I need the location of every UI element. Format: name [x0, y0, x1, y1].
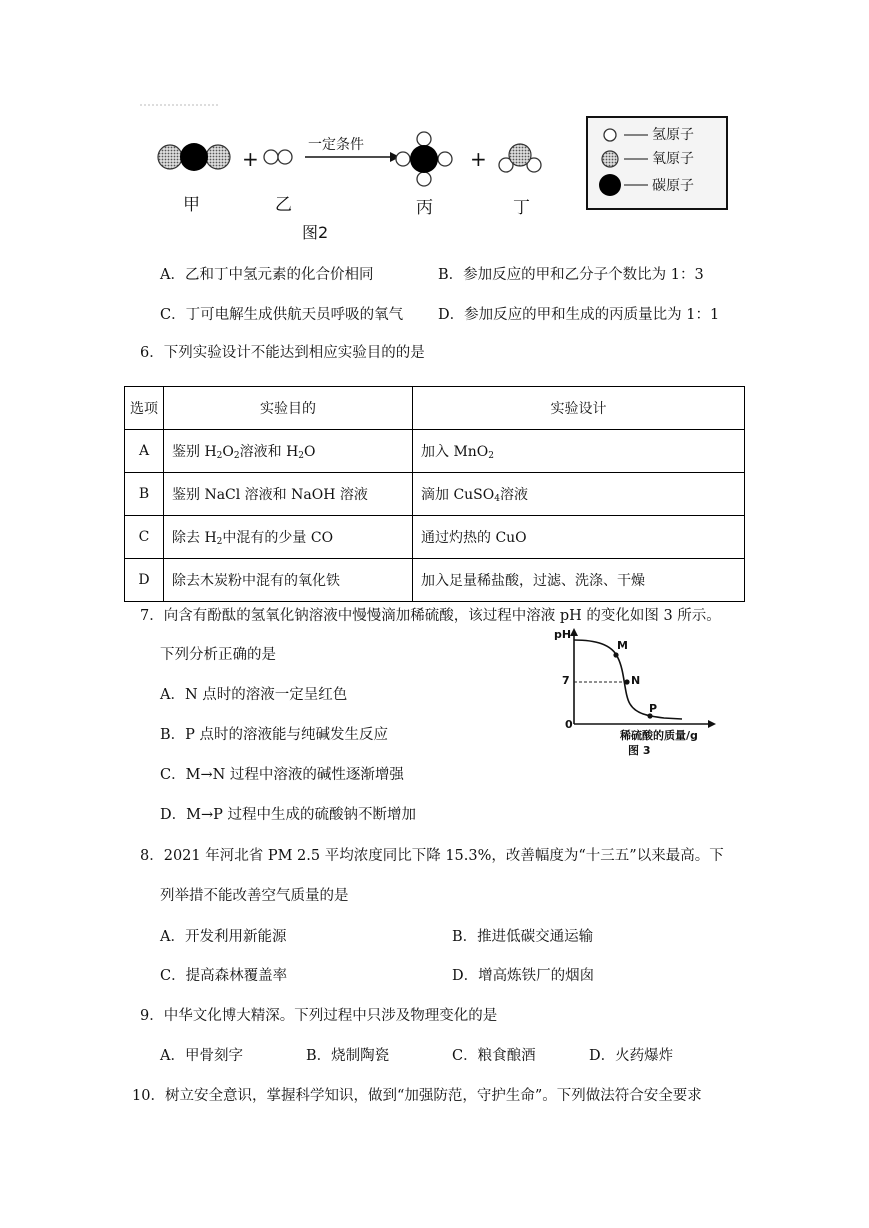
header-option: 选项 [125, 387, 164, 430]
molecule-ding-icon [499, 144, 541, 172]
row-c-option: C [125, 516, 164, 559]
table-row [125, 559, 745, 602]
point-m-mark [613, 652, 618, 657]
q7-option-c: C．M→N 过程中溶液的碱性逐渐增强 [160, 767, 404, 783]
q7-stem-2: 下列分析正确的是 [160, 647, 276, 663]
q10-stem: 10．树立安全意识，掌握科学知识，做到“加强防范，守护生命”。下列做法符合安全要求 [132, 1088, 702, 1104]
plus-sign-1: + [242, 147, 259, 171]
row-b-design: 滴加 CuSO$_4$溶液 [413, 473, 745, 516]
plus-sign-2: + [470, 147, 487, 171]
q5-option-b: B．参加反应的甲和乙分子个数比为 1：3 [438, 267, 704, 283]
label-bing: 丙 [416, 198, 433, 218]
row-b-goal: 鉴别 NaCl 溶液和 NaOH 溶液 [164, 473, 413, 516]
table-header-row [125, 387, 745, 430]
row-c-goal: 除去 $H_2$中混有的少量 CO [164, 516, 413, 559]
fig3-origin-label: 0 [565, 718, 573, 731]
fig3-y7-label: 7 [562, 674, 570, 687]
label-yi: 乙 [275, 195, 292, 215]
q9-stem: 9．中华文化博大精深。下列过程中只涉及物理变化的是 [140, 1008, 498, 1024]
fig3-caption: 图 3 [628, 744, 651, 757]
q8-option-b: B．推进低碳交通运输 [452, 929, 594, 945]
legend-oxygen-label: 氧原子 [652, 151, 694, 167]
q5-option-a: A．乙和丁中氢元素的化合价相同 [160, 267, 374, 283]
row-d-design: 加入足量稀盐酸，过滤、洗涤、干燥 [413, 559, 745, 602]
molecule-bing-icon [396, 132, 452, 186]
q9-option-c: C．粮食酿酒 [452, 1048, 536, 1064]
q8-option-a: A．开发利用新能源 [160, 929, 287, 945]
label-jia: 甲 [183, 195, 200, 215]
row-d-option: D [125, 559, 164, 602]
table-row [125, 430, 745, 473]
q8-option-d: D．增高炼铁厂的烟囱 [452, 968, 595, 984]
legend-oxygen-icon [602, 151, 618, 167]
q7-option-b: B．P 点时的溶液能与纯碱发生反应 [160, 727, 389, 743]
label-ding: 丁 [513, 198, 530, 218]
q7-option-d: D．M→P 过程中生成的硫酸钠不断增加 [160, 807, 416, 823]
fig3-ylabel: pH [554, 628, 572, 641]
q8-stem: 8．2021 年河北省 PM 2.5 平均浓度同比下降 15.3%，改善幅度为“十三五”以来最高。下 [140, 848, 724, 864]
molecule-yi-icon [264, 150, 292, 164]
table-row [125, 473, 745, 516]
row-b-option: B [125, 473, 164, 516]
fig3-point-p-label: P [649, 702, 658, 715]
legend-hydrogen-icon [604, 129, 616, 141]
figure-2-caption: 图2 [302, 223, 329, 242]
molecule-jia-icon [158, 143, 230, 171]
q9-option-a: A．甲骨刻字 [160, 1048, 243, 1064]
q6-stem: 6．下列实验设计不能达到相应实验目的的是 [140, 345, 425, 361]
legend-carbon-label: 碳原子 [652, 178, 694, 194]
row-a-option: A [125, 430, 164, 473]
point-n-mark [624, 679, 629, 684]
fig3-point-m-label: M [617, 639, 628, 652]
q6-experiment-table [124, 386, 745, 602]
table-row [125, 516, 745, 559]
row-c-design: 通过灼热的 CuO [413, 516, 745, 559]
legend-hydrogen-label: 氢原子 [652, 127, 694, 143]
row-a-goal: 鉴别 $H_2O_2$溶液和 $H_2O$ [164, 430, 413, 473]
q5-option-d: D．参加反应的甲和生成的丙质量比为 1：1 [438, 307, 720, 323]
q9-option-d: D．火药爆炸 [589, 1048, 674, 1064]
q7-option-a: A．N 点时的溶液一定呈红色 [160, 687, 348, 703]
q7-stem: 7．向含有酚酞的氢氧化钠溶液中慢慢滴加稀硫酸，该过程中溶液 pH 的变化如图 3 所示。 [140, 608, 721, 624]
row-a-design: 加入 MnO$_2$ [413, 430, 745, 473]
fig3-point-n-label: N [631, 674, 641, 687]
ph-curve-line [574, 640, 682, 719]
header-goal: 实验目的 [164, 387, 413, 430]
q8-stem-2: 列举措不能改善空气质量的是 [160, 888, 349, 904]
legend-carbon-icon [599, 174, 621, 196]
q9-option-b: B．烧制陶瓷 [306, 1048, 390, 1064]
q5-option-c: C．丁可电解生成供航天员呼吸的氧气 [160, 307, 404, 323]
row-d-goal: 除去木炭粉中混有的氧化铁 [164, 559, 413, 602]
figure-2-reaction-diagram [140, 95, 740, 255]
fig3-xlabel: 稀硫酸的质量/g [620, 729, 698, 742]
header-design: 实验设计 [413, 387, 745, 430]
arrow-condition-label: 一定条件 [308, 137, 364, 153]
q8-option-c: C．提高森林覆盖率 [160, 968, 288, 984]
